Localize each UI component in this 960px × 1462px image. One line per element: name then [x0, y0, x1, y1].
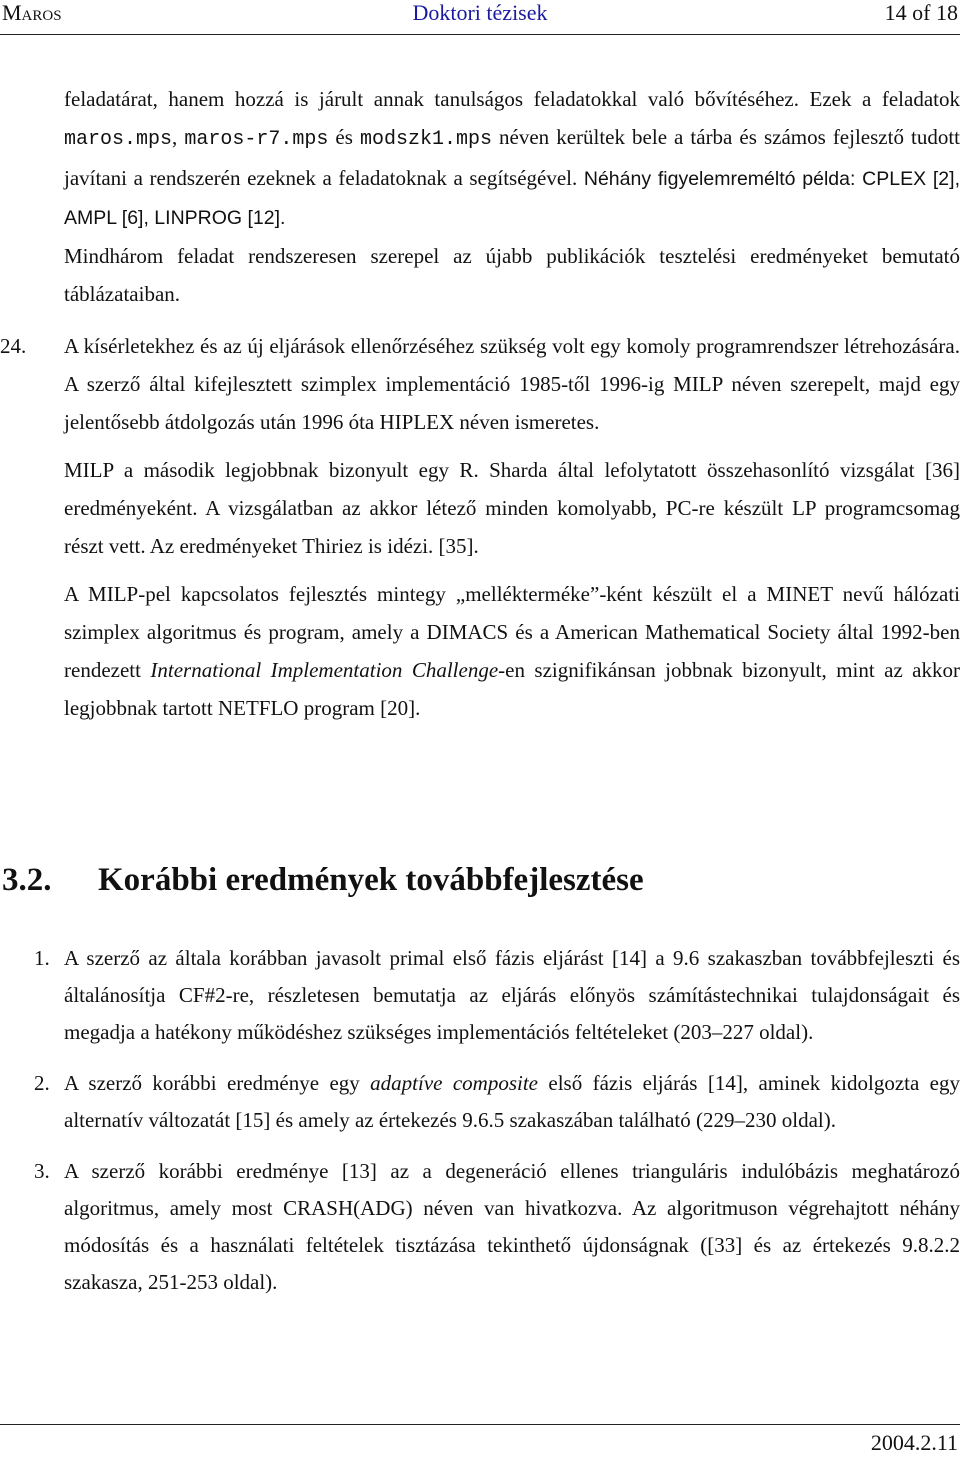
text-run: feladatárat, hanem hozzá is járult annak tanulságos feladatokkal való bővítéséhez. Ezek a feladatok	[64, 87, 960, 111]
text-run: A MILP-pel kapcsolatos fejlesztés mintegy „mellékterméke”-ként készült el a MINET nevű hálózati szimplex algoritmus és program, amely a DIMACS és a American Mathematical Society által 1992-ben rendezett	[64, 582, 960, 682]
text-run: és	[328, 125, 360, 149]
list-item-text: A szerző az általa korábban javasolt primal első fázis eljárást [14] a 9.6 szakaszban továbbfejleszti és általánosítja CF#2-re, részletesen bemutatja az eljárás előnyös számítástechnikai tulajdonságait és megadja a hatékony működéshez szükséges implementációs feltételeket (203–227 oldal).	[64, 946, 960, 1044]
list-item-number: 1.	[34, 946, 50, 970]
list-item	[34, 1153, 960, 1301]
code-modszk1-mps: modszk1.mps	[359, 128, 492, 151]
footer-date: 2004.2.11	[870, 1430, 958, 1455]
emphasis: International Implementation Challenge	[150, 658, 499, 682]
item-24-text: A kísérletekhez és az új eljárások ellenőrzéséhez szükség volt egy komoly programrendszer létrehozására. A szerző által kifejlesztett szimplex implementáció 1985-től 1996-ig MILP néven szerepelt, majd egy jelentősebb átdolgozás után 1996 óta HIPLEX néven ismeretes.	[64, 334, 960, 434]
section-title: Korábbi eredmények továbbfejlesztése	[98, 862, 644, 898]
header-page-number: 14 of 18	[884, 0, 958, 25]
paragraph-test-problems	[64, 80, 960, 237]
header-rule	[0, 34, 960, 35]
text-run: ,	[172, 125, 185, 149]
section-heading	[2, 862, 644, 899]
item-24	[0, 327, 960, 727]
examples-sentence: Néhány figyelemreméltó példa: CPLEX [2], AMPL [6], LINPROG [12].	[64, 168, 960, 229]
item-24-milp: MILP a második legjobbnak bizonyult egy R. Sharda által lefolytatott összehasonlító vizsgálat [36] eredményeként. A vizsgálatban az akkor létező minden komolyabb, PC-re készült LP programcsomag részt vett. Az eredményeket Thiriez is idézi. [35].	[64, 458, 960, 558]
text-run: A szerző korábbi eredménye egy	[64, 1071, 371, 1095]
paragraph-mindharom: Mindhárom feladat rendszeresen szerepel az újabb publikációk tesztelési eredményeket bemutató táblázataiban.	[64, 244, 960, 306]
list-item-text: A szerző korábbi eredménye [13] az a degeneráció ellenes trianguláris indulóbázis meghatározó algoritmus, amely most CRASH(ADG) néven van hivatkozva. Az algoritmuson végrehajtott néhány módosítás és a használati feltételek tisztázása tekinthető újdonságnak ([33] és az értekezés 9.8.2.2 szakasza, 251-253 oldal).	[64, 1159, 960, 1294]
body-text	[0, 80, 960, 727]
page-header	[0, 0, 960, 28]
text-run: -en szignifikánsan jobbnak bizonyult, mint az akkor legjobbnak tartott NETFLO program [20].	[64, 658, 960, 720]
header-author: Maros	[2, 0, 62, 25]
code-maros-r7-mps: maros-r7.mps	[184, 128, 329, 151]
item-24-minet	[64, 575, 960, 727]
header-title: Doktori tézisek	[412, 0, 548, 25]
list-item-number: 3.	[34, 1159, 50, 1183]
list-item	[34, 1065, 960, 1139]
text-run: első fázis eljárás [14], aminek kidolgozta egy alternatív változatát [15] és amely az értekezés 9.6.5 szakaszában található (229–230 oldal).	[64, 1071, 960, 1132]
code-maros-mps: maros.mps	[64, 128, 173, 151]
emphasis: adaptíve composite	[370, 1071, 539, 1095]
list-item	[34, 940, 960, 1051]
item-number: 24.	[0, 334, 27, 358]
footer-rule	[0, 1424, 960, 1425]
section-number: 3.2.	[2, 862, 52, 898]
list-item-number: 2.	[34, 1071, 50, 1095]
results-list	[34, 940, 960, 1301]
text-run: néven kerültek bele a tárba és számos fejlesztő tudott javítani a rendszerén ezeknek a feladatoknak a segítségével.	[64, 125, 960, 190]
